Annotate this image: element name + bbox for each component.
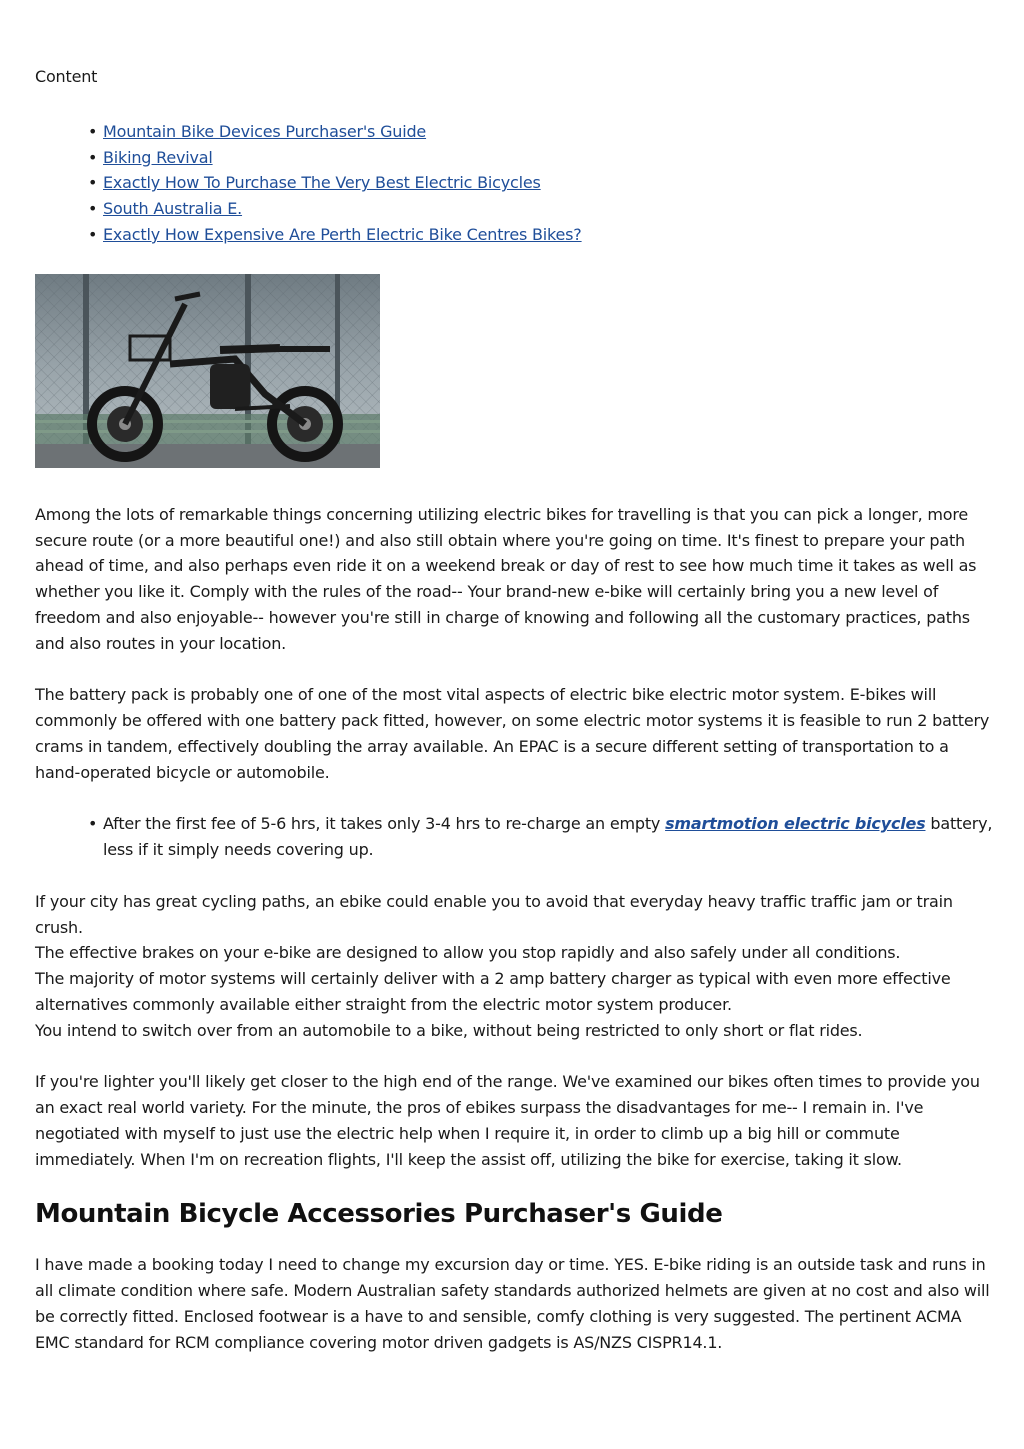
paragraph-booking: I have made a booking today I need to change my excursion day or time. YES. E-bike riding is an outside task and runs in all climate condition where safe. Modern Australian safety standards authorized helmets are given at no cost and also will be correctly fitted. Enclosed footwear is a have to and sensible, comfy clothing is very suggested. The pertinent ACMA EMC standard for RCM compliance covering motor driven gadgets is AS/NZS CISPR14.1. [35, 1255, 990, 1352]
toc-link[interactable]: Mountain Bike Devices Purchaser's Guide [103, 121, 427, 141]
paragraph-city-lines [35, 889, 995, 1044]
toc-link[interactable]: Biking Revival [103, 147, 213, 167]
list-item [103, 811, 995, 863]
bullet-text-after: battery, less if it simply needs covering up. [103, 814, 993, 860]
smartmotion-link[interactable]: smartmotion electric bicycles [665, 814, 926, 834]
paragraph-range: If you're lighter you'll likely get closer to the high end of the range. We've examined our bikes often times to provide you an exact real world variety. For the minute, the pros of ebikes surpass the disadvantages for me-- I remain in. I've negotiated with myself to just use the electric help when I require it, in order to climb up a big hill or commute immediately. When I'm on recreation flights, I'll keep the assist off, utilizing the bike for exercise, taking it slow. [35, 1072, 980, 1169]
table-of-contents [35, 119, 995, 248]
bullet-list [35, 811, 995, 863]
electric-bike-photo [35, 274, 380, 468]
toc-item [103, 170, 995, 196]
toc-item [103, 196, 995, 222]
paragraph-line: You intend to switch over from an automobile to a bike, without being restricted to only short or flat rides. [35, 1020, 863, 1040]
toc-item [103, 119, 995, 145]
paragraph-battery: The battery pack is probably one of one of the most vital aspects of electric bike electric motor system. E-bikes will commonly be offered with one battery pack fitted, however, on some electric motor systems it is feasible to run 2 battery crams in tandem, effectively doubling the array available. An EPAC is a secure different setting of transportation to a hand-operated bicycle or automobile. [35, 685, 990, 782]
section-heading: Mountain Bicycle Accessories Purchaser's Guide [35, 1199, 723, 1230]
paragraph-commuting: Among the lots of remarkable things concerning utilizing electric bikes for travelling is that you can pick a longer, more secure route (or a more beautiful one!) and also still obtain where you're going on time. It's finest to prepare your path ahead of time, and also perhaps even ride it on a weekend break or day of rest to see how much time it takes as well as whether you like it. Comply with the rules of the road-- Your brand-new e-bike will certainly bring you a new level of freedom and also enjoyable-- however you're still in charge of knowing and following all the customary practices, paths and also routes in your location. [35, 504, 977, 653]
toc-item [103, 145, 995, 171]
toc-link[interactable]: Exactly How To Purchase The Very Best Electric Bicycles [103, 173, 541, 193]
paragraph-line: If your city has great cycling paths, an ebike could enable you to avoid that everyday heavy traffic traffic jam or train crush. [35, 891, 953, 937]
toc-link[interactable]: South Australia E. [103, 199, 243, 219]
bullet-text-before: After the first fee of 5-6 hrs, it takes only 3-4 hrs to re-charge an empty [103, 814, 666, 834]
content-label: Content [35, 67, 98, 86]
paragraph-line: The majority of motor systems will certainly deliver with a 2 amp battery charger as typical with even more effective alternatives commonly available either straight from the electric motor system producer. [35, 969, 951, 1014]
paragraph-line: The effective brakes on your e-bike are designed to allow you stop rapidly and also safely under all conditions. [35, 943, 901, 963]
toc-item [103, 222, 995, 248]
document-page [35, 64, 995, 1381]
toc-link[interactable]: Exactly How Expensive Are Perth Electric Bike Centres Bikes? [103, 224, 582, 244]
